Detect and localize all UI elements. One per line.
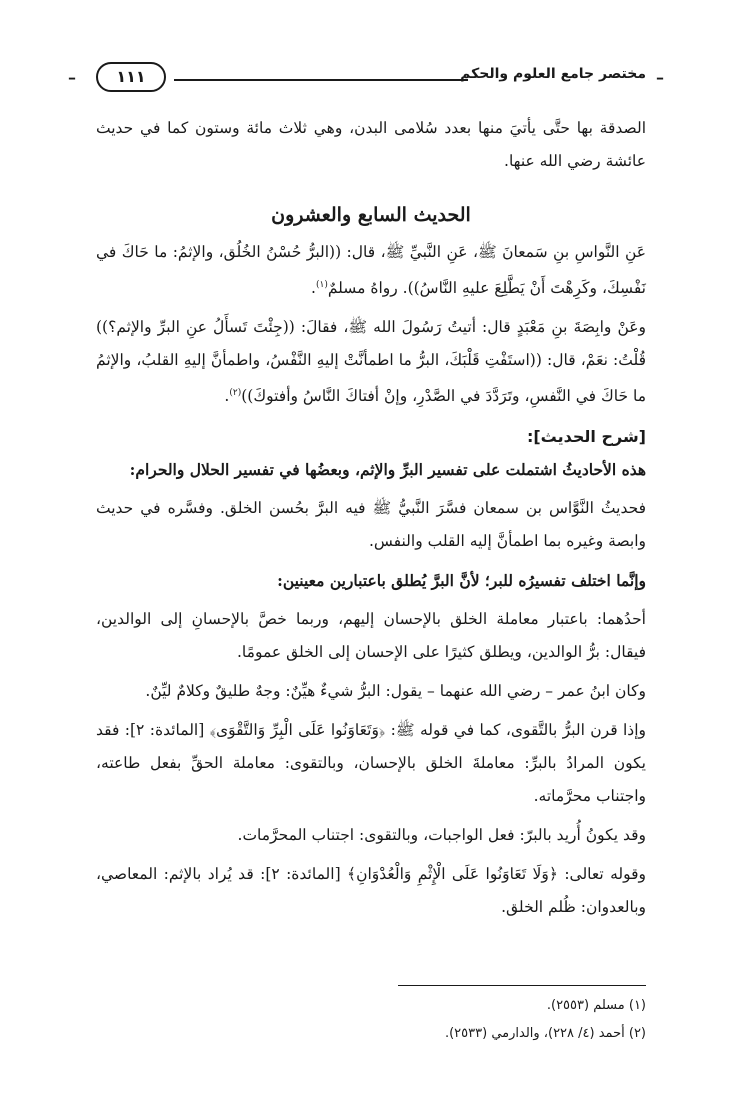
paragraph-ithm-udwan: وقوله تعالى: ﴿وَلَا تَعَاوَنُوا عَلَى الْإِثْمِ وَالْعُدْوَانِ﴾ [المائدة: ٢]: قد يُراد بالإثم: المعاصي، وبالعدوان: ظُلم الخلق. bbox=[96, 865, 646, 917]
paragraph-intro: هذه الأحاديثُ اشتملت على تفسير البرِّ والإثم، وبعضُها في تفسير الحلال والحرام: bbox=[129, 460, 646, 480]
page-header bbox=[68, 62, 664, 96]
page-body bbox=[96, 112, 646, 930]
paragraph-obligations: وقد يكونُ أُريد بالبرّ: فعل الواجبات، وبالتقوى: اجتناب المحرَّمات. bbox=[237, 826, 646, 845]
header-rule bbox=[174, 79, 468, 81]
footnote-2: (٢) أحمد (٤/ ٢٢٨)، والدارمي (٢٥٣٣). bbox=[444, 1026, 646, 1041]
header-dash-left: – bbox=[68, 68, 76, 87]
footnote-rule bbox=[398, 985, 646, 986]
paragraph-nawwas-explanation: فحديثُ النَّوَّاس بن سمعان فسَّرَ النَّبيُّ ﷺ فيه البرَّ بحُسن الخلق. وفسَّره في حديث وابصة وغيره بما اطمأنَّ إليه القلب والنفس. bbox=[96, 499, 646, 551]
footnote-1: (١) مسلم (٢٥٥٣). bbox=[546, 998, 646, 1013]
hadith-wabisa-end: . bbox=[224, 387, 230, 406]
paragraph-two-meanings: وإنَّما اختلف تفسيرُه للبر؛ لأنَّ البرَّ يُطلق باعتبارين معينين: bbox=[277, 571, 646, 591]
hadith-nawwas: عَنِ النَّواسِ بنِ سَمعانَ ﷺ، عَنِ النَّبيِّ ﷺ، قال: ((البرُّ حُسْنُ الخُلُق، والإثمُ: ما حَاكَ في نَفْسِكَ، وكَرِهْتَ أَنْ يَطَّلِعَ عليهِ النَّاسُ)). رواهُ مسلمٌ$^{(١)}$. bbox=[96, 243, 646, 298]
hadith-wabisa-text: وعَنْ وابِصَةَ بنِ مَعْبَدٍ قال: أتيتُ رَسُولَ الله ﷺ، فقالَ: ((جِئْتَ تَسأَلُ عنِ البرِّ والإثم؟)) قُلْتُ: نعَمْ، قال: ((استَفْتِ قَلْبَكَ، البرُّ ما اطمأنَّتْ إليهِ النَّفْسُ، واطمأنَّ إليهِ القلبُ، والإثمُ ما حَاكَ في النَّفسِ، وتَرَدَّدَ في الصَّدْرِ، وإنْ أفتاكَ النَّاسُ وأفتوكَ)) bbox=[96, 318, 646, 406]
hadith-heading: الحديث السابع والعشرون bbox=[271, 204, 471, 226]
paragraph-continuation: الصدقة بها حتَّى يأتيَ منها بعدد سُلامى البدن، وهي ثلاث مائة وستون كما في حديث عائشة رضي الله عنها. bbox=[96, 119, 646, 170]
paragraph-ibn-umar: وكان ابنُ عمر – رضي الله عنهما – يقول: البرُّ شيءٌ هيِّنٌ: وجهٌ طليقٌ وكلامٌ ليِّنٌ. bbox=[145, 682, 646, 701]
footnote-ref-2: (٢) bbox=[229, 388, 242, 399]
hadith-nawwas-text: عَنِ النَّواسِ بنِ سَمعانَ ﷺ، عَنِ النَّبيِّ ﷺ، قال: ((البرُّ حُسْنُ الخُلُق، والإثمُ: ما حَاكَ في نَفْسِكَ، وكَرِهْتَ أَنْ يَطَّلِعَ عليهِ النَّاسُ)). رواهُ مسلمٌ bbox=[96, 243, 646, 298]
footnotes bbox=[96, 992, 646, 1048]
paragraph-birr-taqwa: وإذا قرن البرُّ بالتَّقوى، كما في قوله ﷺ: ﴿وَتَعَاوَنُوا عَلَى الْبِرِّ وَالتَّقْوَى﴾ [المائدة: ٢]: فقد يكون المرادُ بالبرِّ: معاملةَ الخلق بالإحسان، وبالتقوى: معاملة الحقِّ بفعل طاعته، واجتناب محرَّماته. bbox=[96, 721, 647, 806]
footnote-ref-1: (١) bbox=[315, 280, 328, 290]
running-title: مختصر جامع العلوم والحكم bbox=[460, 66, 646, 82]
page-number: ١١١ bbox=[96, 62, 166, 92]
commentary-heading: [شرح الحديث]: bbox=[526, 427, 646, 447]
hadith-wabisa bbox=[96, 311, 646, 413]
paragraph-first-meaning: أحدُهما: باعتبار معاملة الخلق بالإحسان إليهم، وربما خصَّ بالإحسانِ إلى الوالدين، فيقال: برُّ الوالدين، ويطلق كثيرًا على الإحسان إلى الخلق عمومًا. bbox=[96, 610, 646, 662]
header-dash-right: – bbox=[656, 68, 664, 87]
